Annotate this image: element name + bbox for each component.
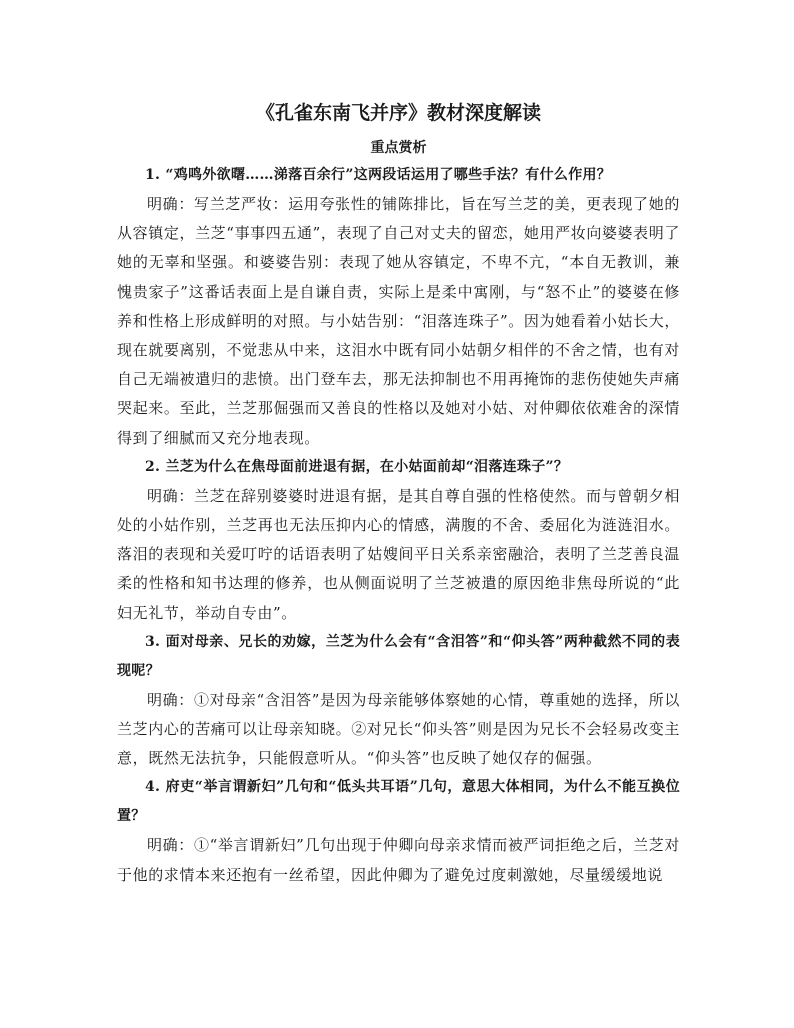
answer-4: 明确：①“举言谓新妇”几句出现于仲卿向母亲求情而被严词拒绝之后，兰芝对于他的求情本来还抱有一丝希望，因此仲卿为了避免过度刺激她，尽量缓缓地说 — [117, 836, 680, 884]
question-block-1 — [117, 161, 680, 453]
document-body — [117, 97, 680, 890]
question-block-4 — [117, 773, 680, 889]
document-title: 《孔雀东南飞并序》教材深度解读 — [255, 102, 541, 124]
question-3: 3. 面对母亲、兄长的劝嫁，兰芝为什么会有“含泪答”和“仰头答”两种截然不同的表现呢？ — [117, 633, 680, 679]
question-1: 1. “鸡鸣外欲曙……涕落百余行”这两段话运用了哪些手法？有什么作用？ — [145, 167, 612, 183]
question-2: 2. 兰芝为什么在焦母面前进退有据，在小姑面前却“泪落连珠子”？ — [145, 458, 569, 475]
answer-2: 明确：兰芝在辞别婆婆时进退有据，是其自尊自强的性格使然。而与曾朝夕相处的小姑作别，兰芝再也无法压抑内心的情感，满腹的不舍、委屈化为涟涟泪水。落泪的表现和关爱叮咛的话语表明了姑嫂间平日关系亲密融洽，表明了兰芝善良温柔的性格和知书达理的修养，也从侧面说明了兰芝被遣的原因绝非焦母所说的“此妇无礼节，举动自专由”。 — [117, 486, 680, 622]
question-block-3 — [117, 628, 680, 774]
question-4: 4. 府吏“举言谓新妇”几句和“低头共耳语”几句，意思大体相同，为什么不能互换位置？ — [117, 779, 680, 825]
question-block-2 — [117, 453, 680, 628]
section-heading: 重点赏析 — [370, 140, 427, 156]
answer-3: 明确：①对母亲“含泪答”是因为母亲能够体察她的心情，尊重她的选择，所以兰芝内心的苦痛可以让母亲知晓。②对兄长“仰头答”则是因为兄长不会轻易改变主意，既然无法抗争，只能假意听从。“仰头答”也反映了她仅存的倔强。 — [117, 690, 680, 768]
answer-1: 明确：写兰芝严妆：运用夸张性的铺陈排比，旨在写兰芝的美，更表现了她的从容镇定，兰芝“事事四五通”，表现了自己对丈夫的留恋，她用严妆向婆婆表明了她的无辜和坚强。和婆婆告别：表现了她从容镇定，不卑不亢，“本自无教训，兼愧贵家子”这番话表面上是自谦自责，实际上是柔中寓刚，与“怒不止”的婆婆在修养和性格上形成鲜明的对照。与小姑告别：“泪落连珠子”。因为她看着小姑长大，现在就要离别，不觉悲从中来，这泪水中既有同小姑朝夕相伴的不舍之情，也有对自己无端被遣归的悲愤。出门登车去，那无法抑制也不用再掩饰的悲伤使她失声痛哭起来。至此，兰芝那倔强而又善良的性格以及她对小姑、对仲卿依依难舍的深情得到了细腻而又充分地表现。 — [117, 195, 680, 447]
